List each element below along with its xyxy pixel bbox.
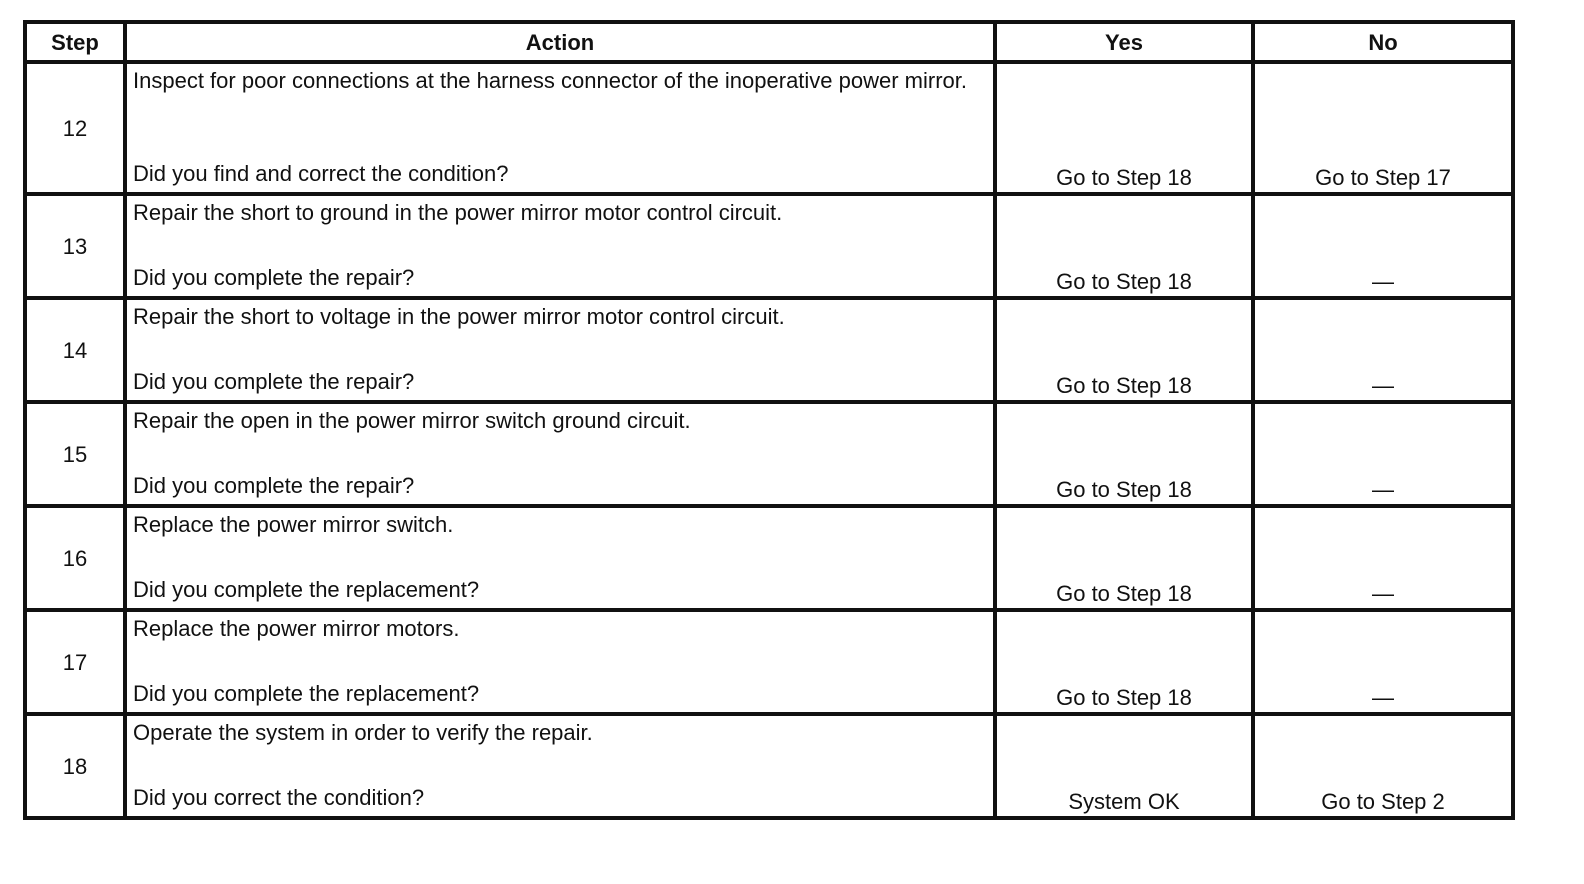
action-question: Did you complete the replacement?: [133, 577, 480, 602]
table-row: [25, 62, 1513, 194]
header-yes: Yes: [995, 22, 1253, 62]
table-row: [25, 506, 1513, 610]
action-cell: [125, 298, 995, 402]
action-instruction: Operate the system in order to verify the repair.: [133, 720, 593, 745]
no-result: —: [1253, 506, 1513, 610]
action-instruction: Repair the open in the power mirror switch ground circuit.: [133, 408, 691, 433]
step-number: 16: [25, 506, 125, 610]
step-number: 15: [25, 402, 125, 506]
header-row: [25, 22, 1513, 62]
action-instruction: Inspect for poor connections at the harness connector of the inoperative power mirror.: [133, 68, 968, 93]
action-instruction: Repair the short to voltage in the power mirror motor control circuit.: [133, 304, 785, 329]
yes-result: Go to Step 18: [995, 62, 1253, 194]
action-cell: [125, 194, 995, 298]
step-number: 17: [25, 610, 125, 714]
action-question: Did you complete the repair?: [133, 369, 415, 394]
table-row: [25, 194, 1513, 298]
action-instruction: Repair the short to ground in the power mirror motor control circuit.: [133, 200, 783, 225]
yes-result: Go to Step 18: [995, 194, 1253, 298]
table-row: [25, 714, 1513, 818]
table-row: [25, 298, 1513, 402]
no-result: Go to Step 17: [1253, 62, 1513, 194]
action-question: Did you correct the condition?: [133, 785, 425, 810]
yes-result: Go to Step 18: [995, 610, 1253, 714]
table-row: [25, 402, 1513, 506]
action-question: Did you find and correct the condition?: [133, 161, 509, 186]
yes-result: Go to Step 18: [995, 402, 1253, 506]
no-result: —: [1253, 298, 1513, 402]
yes-result: Go to Step 18: [995, 506, 1253, 610]
no-result: —: [1253, 402, 1513, 506]
yes-result: System OK: [995, 714, 1253, 818]
yes-result: Go to Step 18: [995, 298, 1253, 402]
action-question: Did you complete the replacement?: [133, 681, 480, 706]
step-number: 12: [25, 62, 125, 194]
header-no: No: [1253, 22, 1513, 62]
action-question: Did you complete the repair?: [133, 265, 415, 290]
action-cell: [125, 62, 995, 194]
step-number: 13: [25, 194, 125, 298]
action-cell: [125, 610, 995, 714]
action-cell: [125, 506, 995, 610]
action-instruction: Replace the power mirror motors.: [133, 616, 460, 641]
step-number: 14: [25, 298, 125, 402]
action-instruction: Replace the power mirror switch.: [133, 512, 454, 537]
action-question: Did you complete the repair?: [133, 473, 415, 498]
step-number: 18: [25, 714, 125, 818]
no-result: —: [1253, 610, 1513, 714]
diagnostic-table: [23, 20, 1515, 820]
header-action: Action: [125, 22, 995, 62]
action-cell: [125, 714, 995, 818]
action-cell: [125, 402, 995, 506]
table-row: [25, 610, 1513, 714]
no-result: Go to Step 2: [1253, 714, 1513, 818]
no-result: —: [1253, 194, 1513, 298]
header-step: Step: [25, 22, 125, 62]
